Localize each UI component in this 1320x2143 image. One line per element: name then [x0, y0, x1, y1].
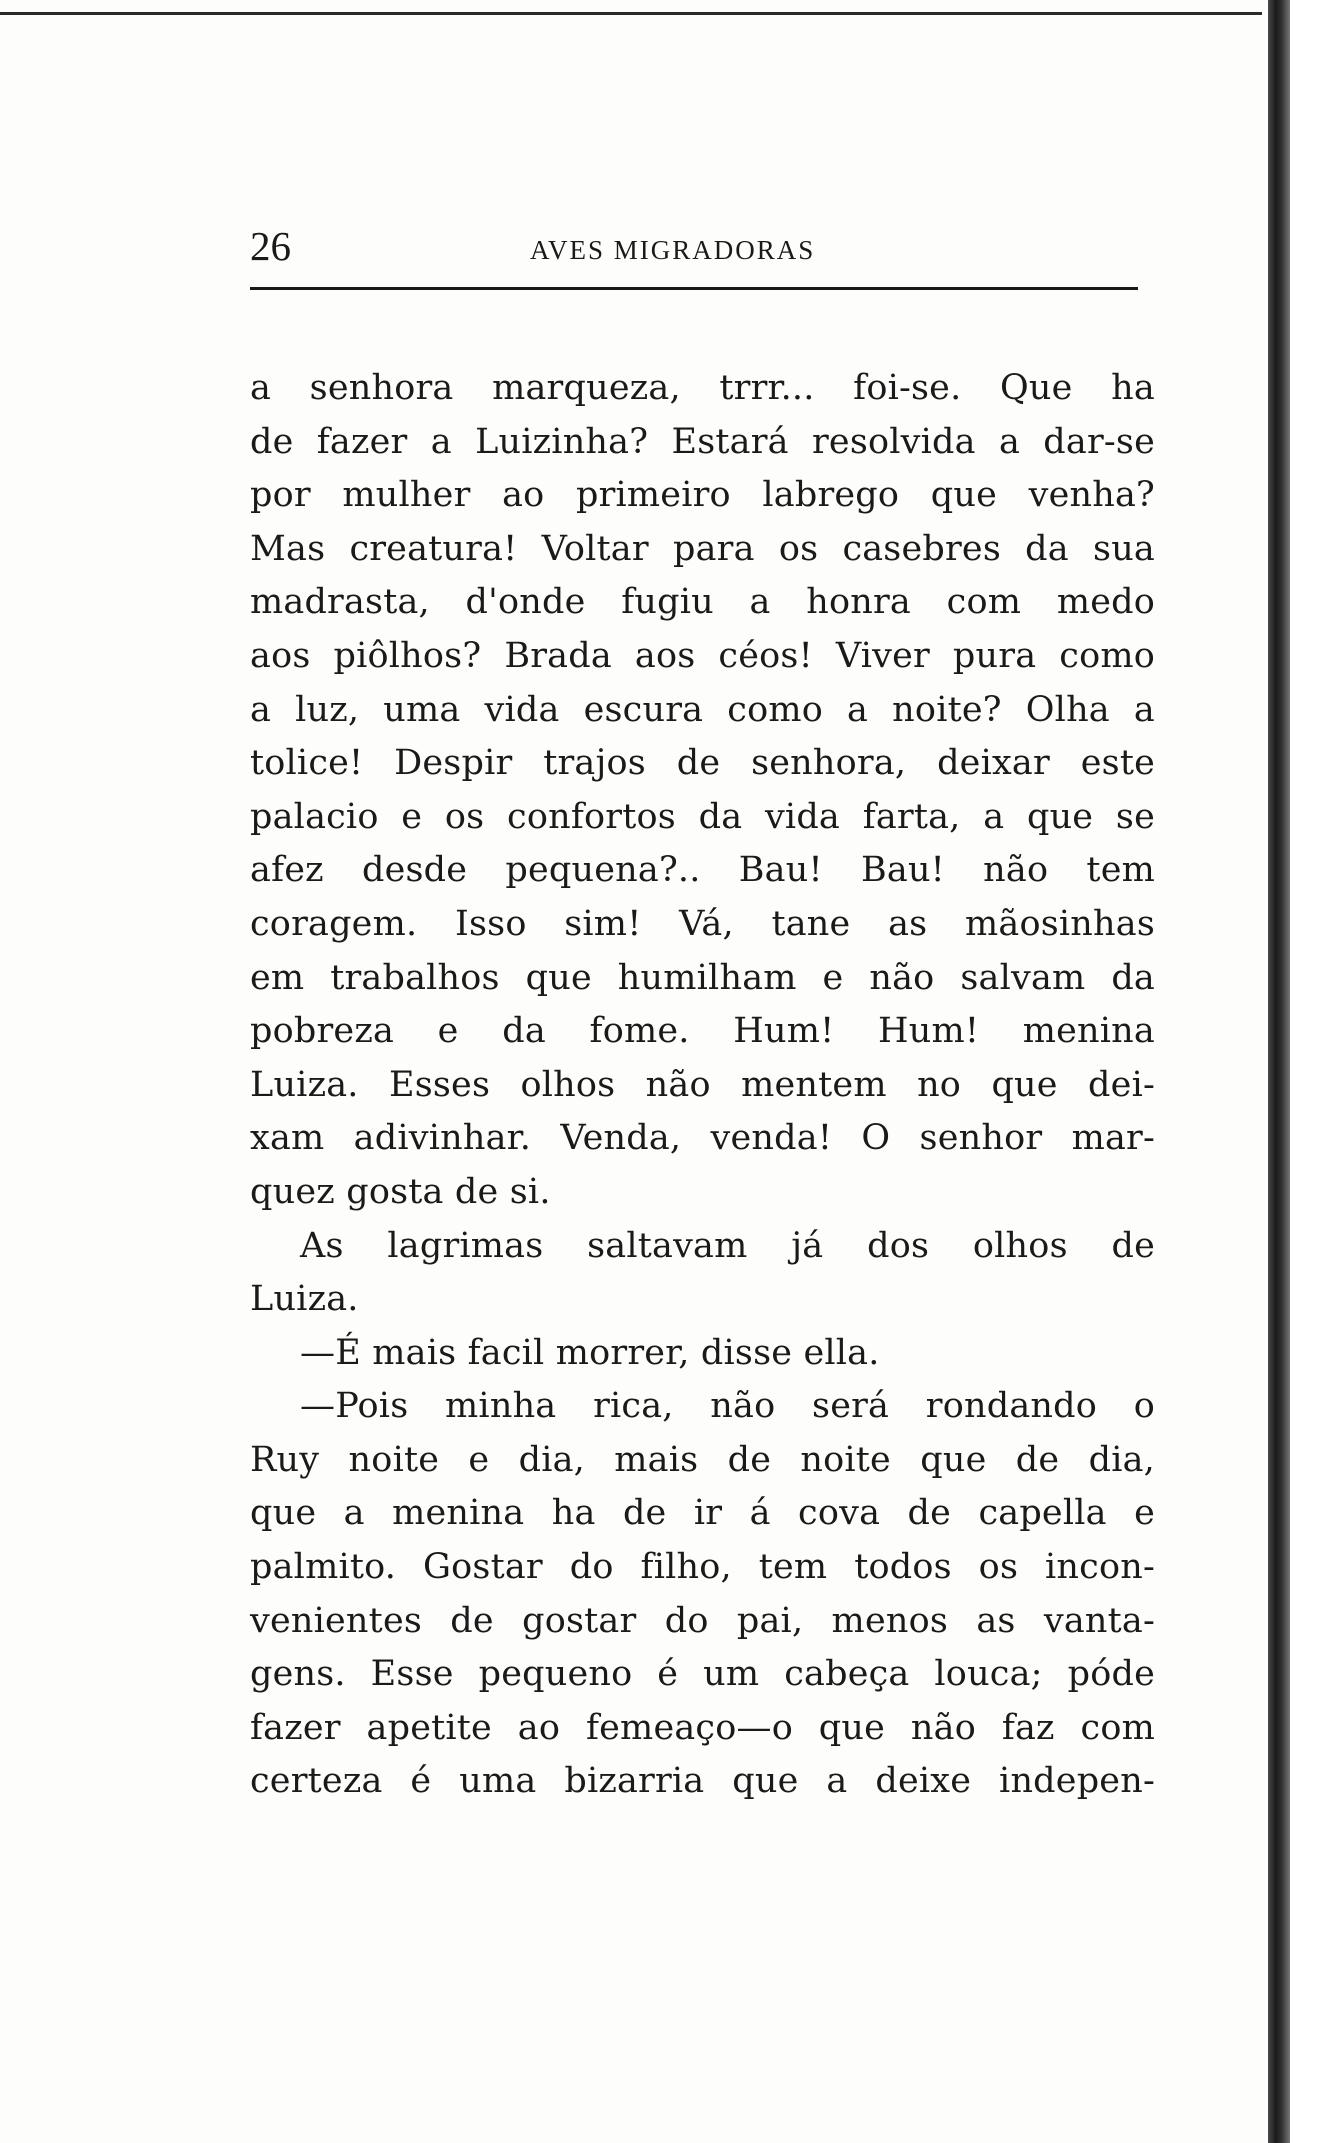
text-line: certeza é uma bizarria que a deixe indepen-: [250, 1761, 1155, 1802]
gutter-shadow: [1268, 0, 1290, 2143]
text-line: a luz, uma vida escura como a noite? Olha a: [250, 689, 1155, 730]
text-line: a senhora marqueza, trrr... foi-se. Que ha: [250, 368, 1155, 408]
text-line: palmito. Gostar do filho, tem todos os incon-: [250, 1547, 1155, 1588]
text-line: fazer apetite ao femeaço—o que não faz com: [250, 1707, 1155, 1748]
text-line: de fazer a Luizinha? Estará resolvida a dar-se: [250, 421, 1155, 462]
top-edge-rule: [0, 12, 1262, 15]
text-line: Luiza.: [250, 1279, 359, 1320]
dialogue-line: —É mais facil morrer, disse ella.: [300, 1332, 880, 1373]
page-number: 26: [250, 223, 291, 269]
text-line: tolice! Despir trajos de senhora, deixar este: [250, 743, 1155, 784]
page-header: [250, 222, 1138, 270]
text-line: palacio e os confortos da vida farta, a que se: [250, 796, 1155, 837]
dialogue-line: —Pois minha rica, não será rondando o: [300, 1386, 1155, 1427]
body-text: [250, 362, 1155, 1809]
text-line: Ruy noite e dia, mais de noite que de dia,: [250, 1439, 1155, 1480]
text-line: venientes de gostar do pai, menos as vanta-: [250, 1600, 1155, 1641]
text-line: por mulher ao primeiro labrego que venha?: [250, 475, 1155, 516]
text-line: afez desde pequena?.. Bau! Bau! não tem: [250, 850, 1155, 891]
text-line: quez gosta de si.: [250, 1171, 551, 1212]
text-line: em trabalhos que humilham e não salvam da: [250, 957, 1155, 998]
text-line: pobreza e da fome. Hum! Hum! menina: [250, 1011, 1155, 1052]
text-line: madrasta, d'onde fugiu a honra com medo: [250, 582, 1155, 623]
text-line: coragem. Isso sim! Vá, tane as mãosinhas: [250, 903, 1155, 944]
text-line: aos piôlhos? Brada aos céos! Viver pura como: [250, 635, 1155, 676]
header-rule: [250, 287, 1138, 290]
text-line: Mas creatura! Voltar para os casebres da sua: [250, 528, 1155, 569]
text-line: Luiza. Esses olhos não mentem no que dei-: [250, 1064, 1155, 1105]
text-line: As lagrimas saltavam já dos olhos de: [300, 1225, 1155, 1266]
running-head: AVES MIGRADORAS: [530, 235, 816, 265]
text-line: gens. Esse pequeno é um cabeça louca; póde: [250, 1654, 1155, 1695]
text-line: que a menina ha de ir á cova de capella e: [250, 1493, 1155, 1534]
text-line: xam adivinhar. Venda, venda! O senhor mar-: [250, 1118, 1155, 1159]
page-edge: [1290, 0, 1320, 2143]
